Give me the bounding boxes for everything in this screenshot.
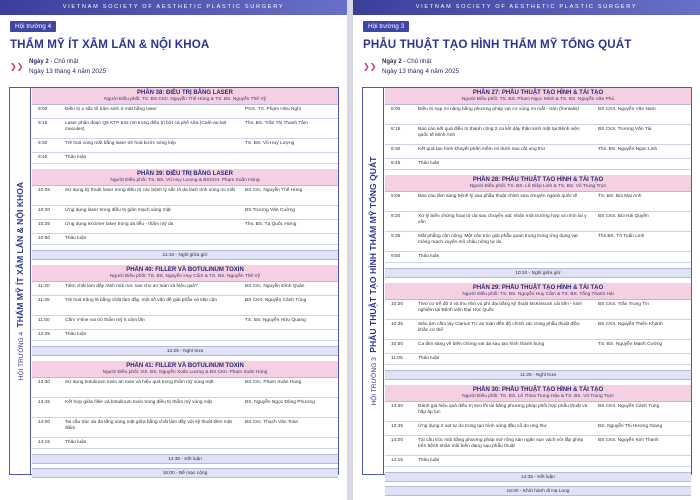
row-speaker: BS. Nguyễn Thị Hương Giang (598, 424, 663, 429)
row-time: 10:30 (391, 302, 404, 307)
row-speaker: TS. BS. Bùi Mai Anh (598, 194, 642, 199)
row-topic: Tái cấu trúc mũi bằng phương pháp mở rộng sàn ngăn sụn vách với lắp ghép trên bệnh nhân mũi biến dạng sau phẫu thuật (418, 438, 584, 449)
break-bar: 10:10 - Nghỉ giữa giờ (385, 268, 691, 278)
row-topic: Thảo luận (418, 254, 440, 259)
row-topic: Treo cơ trễ độ 3 và thu nhỏ vú phì đại bằng kỹ thuật McKissock cải tiến - kinh nghiệm tại Bệnh viện Đại Học Quốc (418, 302, 583, 313)
row-time: 11:35 (38, 298, 50, 303)
row-topic: Thảo luận (65, 332, 87, 337)
day-label: Ngày 2 (29, 59, 49, 65)
row-time: 13:30 (391, 404, 404, 409)
session-block (32, 169, 338, 245)
schedule-table (362, 87, 692, 494)
table-row (385, 212, 691, 232)
row-time: 9:20 (391, 214, 401, 219)
row-time: 14:00 (391, 438, 404, 443)
schedule-table (9, 87, 339, 475)
row-time: 10:35 (38, 222, 51, 227)
row-speaker: BS CKII. Nguyễn Kim Thanh (598, 438, 659, 443)
day-info (10, 59, 347, 79)
row-time: 9:50 (391, 254, 401, 259)
table-row (32, 153, 338, 164)
day-info (363, 59, 700, 79)
row-time: 13:45 (38, 400, 51, 405)
table-row (385, 232, 691, 252)
break-bar: 16:00 - Bế mạc Lộng (32, 468, 338, 478)
chevron-right-icon: ❯❯ (363, 62, 377, 71)
row-topic: Siêu âm cắm tay Clarius TU an toàn đến độ chính xác trong phẫu thuật điều khắc cơ thể (418, 322, 580, 333)
session-chair: Người Điều phối: TS. BS. Vũ Huy Lượng & BSCKII. Phạm Xuân Hùng (110, 178, 260, 183)
session-title: PHẦN 30: PHẪU THUẬT TẠO HÌNH & TÁI TẠO (472, 387, 604, 393)
row-topic: Ứng dụng excimer laser trong da liễu - thẩm mỹ da (65, 222, 174, 227)
chevron-right-icon: ❯❯ (10, 62, 24, 71)
row-time: 14:15 (391, 458, 404, 463)
table-row (32, 282, 338, 296)
session-header (32, 361, 338, 378)
row-time: 10:50 (38, 236, 51, 241)
table-row (385, 340, 691, 354)
row-topic: Trẻ hoá vùng mắt bằng laser trẻ hoá bước sóng kép (65, 141, 176, 146)
session-title: PHẦN 38: ĐIỀU TRỊ BẰNG LASER (136, 90, 233, 96)
session-title: PHẦN 39: ĐIỀU TRỊ BẰNG LASER (136, 171, 233, 177)
session-title: PHẦN 27: PHẪU THUẬT TẠO HÌNH & TÁI TẠO (472, 90, 604, 96)
row-time: 8:15 (391, 127, 401, 132)
society-banner: VIETNAM SOCIETY OF AESTHETIC PLASTIC SURGERY (353, 0, 700, 15)
row-time: 11:05 (391, 356, 403, 361)
row-speaker: TS. BS. Nguyễn Mạnh Cường (598, 342, 663, 347)
session-block (385, 88, 691, 170)
session-rows (385, 402, 691, 467)
session-header (32, 88, 338, 105)
row-topic: Thảo luận (65, 236, 87, 241)
session-rows (32, 282, 338, 341)
day-name: - Chủ nhật (48, 59, 79, 65)
table-row (32, 206, 338, 220)
row-time: 13:30 (38, 380, 51, 385)
row-time: 9:05 (391, 194, 401, 199)
table-row (385, 192, 691, 212)
hall-tag: Hội trường 4 (10, 21, 56, 32)
row-speaker: TS. BS. Vũ Huy Lượng (245, 141, 295, 146)
row-time: 10:05 (38, 188, 51, 193)
row-time: 9:00 (38, 107, 48, 112)
session-title: PHẦN 29: PHẪU THUẬT TẠO HÌNH & TÁI TẠO (472, 285, 604, 291)
row-topic: Trẻ hoá trũng lệ bằng chất làm đầy, một số vấn đề giải phẫu và tiếp cận (65, 298, 217, 303)
day-name: - Chủ nhật (401, 59, 432, 65)
row-topic: Kết quả tạo hình khuyết phần mềm mi dưới sau cắt ung thư (418, 147, 546, 152)
session-rows (385, 192, 691, 263)
sidebar-hall: HỘI TRƯỜNG 3 (371, 357, 378, 406)
row-time: 8:00 (391, 107, 401, 112)
vertical-sidebar (10, 88, 31, 474)
row-topic: Cấm V-line vai trò thẩm mỹ ít xâm lấn (65, 318, 145, 323)
row-topic: Tiêm chất làm đầy rãnh mũi má: sao cho an toàn và hiệu quả? (65, 284, 198, 289)
session-block (385, 175, 691, 263)
row-topic: Thảo luận (65, 155, 87, 160)
row-topic: Sử dụng kỹ thuật laser trong điều trị các bệnh lý sắc tố da lành tính vùng mi mắt (65, 188, 235, 193)
row-speaker: BS CKI. Nguyễn Thế Hùng (245, 188, 303, 193)
row-speaker: BS CKII. Bùi Hải Quyền (598, 214, 649, 219)
row-time: 11:20 (38, 284, 50, 289)
row-speaker: Ths. BS. Trần Thị Thanh Tâm (245, 121, 308, 126)
row-topic: Điều trị u sắc tố bẩm sinh ở mặt bằng laser (65, 107, 157, 112)
session-block (385, 283, 691, 365)
break-bar: 16:00 - Khởi hành đi Hạ Long (385, 486, 691, 496)
session-title: PHẦN 41: FILLER VÀ BOTULINUM TOXIN (126, 363, 244, 369)
table-row (32, 296, 338, 316)
row-topic: Xử lý biến chứng hoại tử da sau chuyển vạt: nhận một trường hợp và nhìn lại y văn (418, 214, 587, 225)
session-chair: Người Điều phối: GS. BS. Nguyễn Xuân Lương & BS CKII. Phạm Xuân Hùng (102, 370, 268, 375)
session-rows (32, 378, 338, 449)
table-row (32, 105, 338, 119)
session-block (32, 361, 338, 449)
row-time: 13:45 (391, 424, 404, 429)
table-row (385, 422, 691, 436)
row-speaker: Ths. BS. Tạ Quốc Hưng (245, 222, 297, 227)
session-header (385, 283, 691, 300)
sidebar-title: THẨM MỸ ÍT XÂM LẤN & NỘI KHOA (15, 181, 25, 328)
row-speaker: TS. BS. Nguyễn Hữu Quang (245, 318, 306, 323)
session-header (385, 175, 691, 192)
row-time: 14:00 (38, 420, 51, 425)
table-row (32, 418, 338, 438)
session-chair: Người Điều phối: TS. BS. Lê Thừa Trung Hậu & TS. BS. Vũ Trung Trực (462, 394, 614, 399)
row-topic: Báo cáo kết quả điều trị thành công 2 ca liệt dây thần kinh mặt tại Bệnh viện quốc tế Minh Anh (418, 127, 580, 138)
session-header (385, 88, 691, 105)
page-title: PHẪU THUẬT TẠO HÌNH THẨM MỸ TỔNG QUÁT (363, 38, 632, 51)
date-text: Ngày 13 tháng 4 năm 2025 (29, 68, 107, 75)
session-chair: Người Điều phối: TS. BS. Phạm Ngọc Minh & TS. BS. Nguyễn Văn Phú (461, 97, 615, 102)
sidebar-title: PHẪU THUẬT TẠO HÌNH THẨM MỸ TỔNG QUÁT (368, 156, 378, 353)
table-row (385, 300, 691, 320)
table-row (32, 220, 338, 234)
session-chair: Người Điều phối: TS. BS CKII. Nguyễn Thế Hùng & TS. BS. Nguyễn Thế Vỹ (104, 97, 266, 102)
break-bar: 12:25 - Nghỉ trưa (32, 346, 338, 356)
session-rows (32, 105, 338, 164)
row-speaker: BS CKII. Trần Trung Tín (598, 302, 650, 307)
day-label: Ngày 2 (382, 59, 402, 65)
row-speaker: BS CKII. Nguyễn Văn Nam (598, 107, 656, 112)
row-time: 10:35 (391, 322, 404, 327)
session-rows (385, 300, 691, 365)
table-row (385, 320, 691, 340)
table-row (32, 378, 338, 398)
row-time: 8:45 (391, 161, 401, 166)
session-title: PHẦN 28: PHẪU THUẬT TẠO HÌNH & TÁI TẠO (472, 177, 604, 183)
row-time: 11:50 (38, 318, 50, 323)
table-row (385, 252, 691, 263)
row-speaker: Ths.BS. Tô Tuấn Linh (598, 234, 645, 239)
row-topic: Đánh giá hiệu quả điều trị sẹo lồi tai bằng phương pháp phối hợp phẫu thuật và hấp áp lực (418, 404, 588, 415)
session-chair: Người Điều phối: TS. BS. Lê Diệp Linh & TS. BS. Vũ Trung Trực (469, 184, 607, 189)
row-speaker: PGS. TS. Phạm Hữu Nghị (245, 107, 301, 112)
session-rows (32, 186, 338, 245)
break-bar: 14:35 - Kết luận (32, 454, 338, 464)
table-row (385, 436, 691, 456)
row-speaker: BS CKI. Nguyễn Đình Quân (245, 284, 305, 289)
date-text: Ngày 13 tháng 4 năm 2025 (382, 68, 460, 75)
row-topic: Ứng dụng laser trong điều trị giãn mạch vùng mặt (65, 208, 171, 213)
row-topic: Ứng dụng 2 vạt tự do trong tạo hình vùng đầu cổ do ung thư (418, 424, 547, 429)
session-block (32, 265, 338, 341)
left-page (0, 0, 347, 500)
table-row (385, 105, 691, 125)
row-speaker: BS CKI. Phạm Xuân Hùng (245, 380, 302, 385)
row-topic: Laser phân đoạn Q5 KTP 532 nm trong điều trị bớt cà phê sữa (Café-au-lait macules) (65, 121, 227, 132)
table-row (32, 398, 338, 418)
table-row (385, 125, 691, 145)
row-speaker: BS Trương Văn Cường (245, 208, 296, 213)
session-chair: Người Điều phối: TS. BS. Nguyễn Huy Cẩm & TS. BS. Nguyễn Thế Vỹ (109, 274, 261, 279)
row-topic: Tai cầu trúc da đa tầng vùng mặt giữa bằng chất làm đầy với kỹ thuật tiêm mặt điểm (65, 420, 232, 431)
row-time: 10:20 (38, 208, 51, 213)
break-bar: 11:10 - Nghỉ giữa giờ (32, 250, 338, 260)
row-topic: Sử dụng botulinum toxin an toàn và hiệu quả trong thẩm mỹ vùng mặt (65, 380, 214, 385)
table-row (385, 145, 691, 159)
table-row (32, 316, 338, 330)
table-row (385, 402, 691, 422)
table-row (32, 139, 338, 153)
right-page (353, 0, 700, 500)
vertical-sidebar (363, 88, 384, 474)
hall-tag: Hội trường 3 (363, 21, 409, 32)
row-speaker: BS CKII. Nguyễn Cảnh Tùng (598, 404, 660, 409)
table-row (385, 456, 691, 467)
row-speaker: BS CKII. Nguyễn Cảnh Tùng (245, 298, 307, 303)
row-topic: Điều trị sụp mi nặng bằng phương pháp vạt cơ vùng mi mắt - trán (frontalis) (418, 107, 579, 112)
row-topic: Thảo luận (418, 356, 440, 361)
sidebar-hall: HỘI TRƯỜNG 4 (18, 331, 25, 381)
table-row (32, 234, 338, 245)
row-time: 9:35 (391, 234, 401, 239)
row-time: 9:30 (38, 141, 48, 146)
row-topic: Báo cáo lâm sàng bệnh lý sau phẫu thuật chỉnh sửa chuyên ngành quốc tế (418, 194, 578, 199)
break-bar: 11:25 - Nghỉ trưa (385, 370, 691, 380)
session-header (32, 169, 338, 186)
table-row (32, 119, 338, 139)
row-speaker: BS. Nguyễn Ngọc Đông Phương (245, 400, 315, 405)
row-time: 14:15 (38, 440, 51, 445)
schedule-content (32, 88, 338, 474)
session-block (385, 385, 691, 467)
session-rows (385, 105, 691, 170)
table-row (32, 438, 338, 449)
row-speaker: Ths. BS. Nguyễn Ngọc Linh (598, 147, 658, 152)
session-header (385, 385, 691, 402)
row-time: 10:50 (391, 342, 404, 347)
table-row (32, 186, 338, 206)
row-topic: Thảo luận (418, 161, 440, 166)
row-topic: Thảo luận (65, 440, 87, 445)
session-header (32, 265, 338, 282)
row-time: 9:15 (38, 121, 48, 126)
break-bar: 14:35 - Kết luận (385, 472, 691, 482)
row-speaker: BS CKI. Thạch Văn Toàn (245, 420, 299, 425)
row-topic: Ca lâm sàng về biến chứng vạt da sau tạo hình thành bụng (418, 342, 545, 347)
row-speaker: BS CKII. Nguyễn Thiện Khánh (598, 322, 663, 327)
table-row (385, 354, 691, 365)
session-title: PHẦN 40: FILLER VÀ BOTULINUM TOXIN (126, 267, 244, 273)
row-topic: Thảo luận (418, 458, 440, 463)
page-title: THẨM MỸ ÍT XÂM LẤN & NỘI KHOA (10, 38, 210, 51)
row-time: 8:30 (391, 147, 401, 152)
row-time: 12:05 (38, 332, 51, 337)
table-row (385, 159, 691, 170)
row-time: 9:45 (38, 155, 48, 160)
row-topic: Kết hợp giữa filler và botulinum toxin trong điều trị thẩm mỹ vùng mặt (65, 400, 212, 405)
row-topic: Mất phẳng cằn nông: Một câu trúc giải phẫu quan trọng trong ứng dụng vạt mỏng mạch xuyên mô chậu nông tự do (418, 234, 578, 245)
row-speaker: BS CKII. Trương Văn Tài (598, 127, 652, 132)
session-chair: Người Điều phối: TS. BS. Nguyễn Huy Cẩm & TS. BS. Tống Thanh Hải (462, 292, 614, 297)
society-banner: VIETNAM SOCIETY OF AESTHETIC PLASTIC SURGERY (0, 0, 347, 15)
table-row (32, 330, 338, 341)
schedule-content (385, 88, 691, 494)
session-block (32, 88, 338, 164)
